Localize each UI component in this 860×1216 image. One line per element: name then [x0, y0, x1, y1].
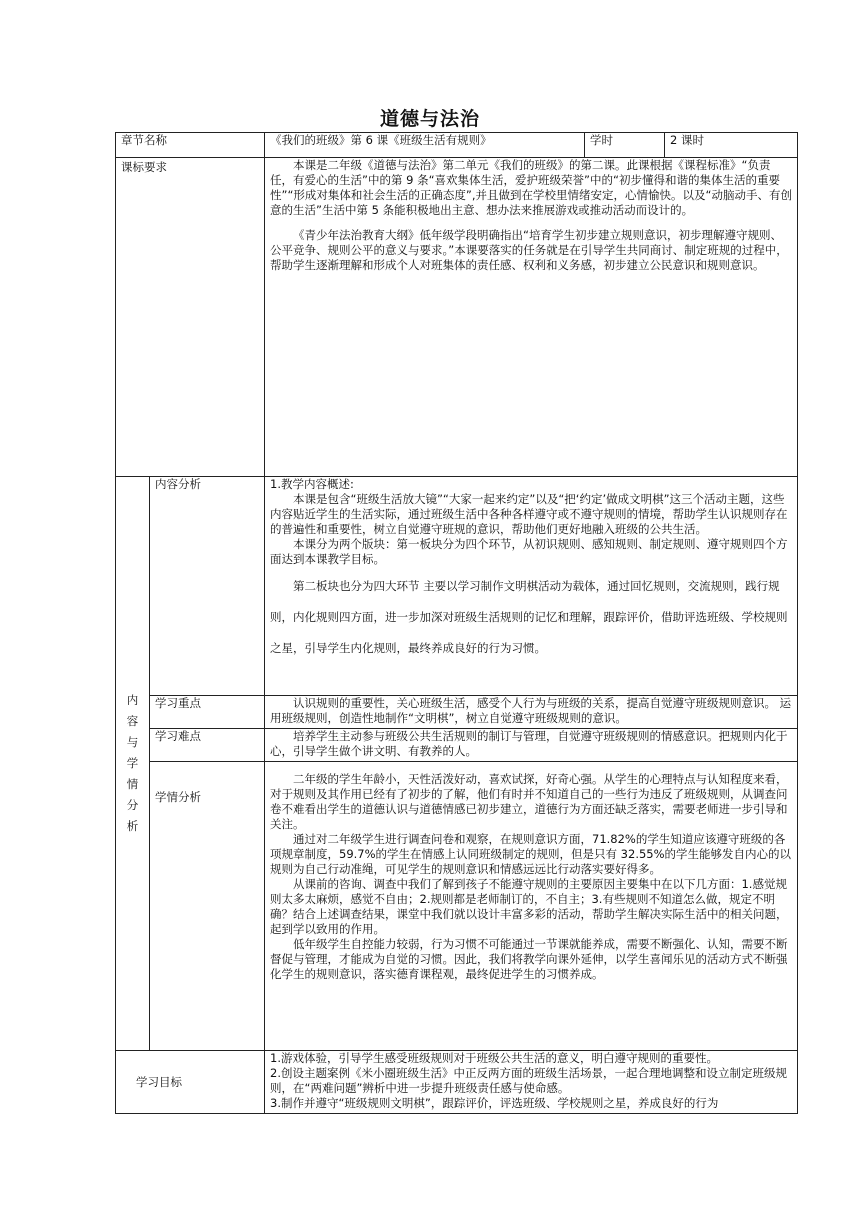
objective-item: 2.创设主题案例《米小圈班级生活》中正反两方面的班级生活场景，一起合理地调整和设立制定班级规则，在“两难问题”辨析中进一步提升班级责任感与使命感。: [270, 1066, 787, 1095]
key-points-row: [116, 696, 798, 729]
content-paragraph: 本课分为两个版块：第一板块分为四个环节，从初识规则、感知规则、制定规则、遵守规则四个方面达到本课教学目标。: [270, 537, 788, 566]
objectives-row: [116, 1051, 798, 1114]
lesson-plan-table: [115, 132, 798, 1114]
page-title: 道德与法治: [379, 108, 480, 130]
student-analysis-label: 学情分析: [150, 762, 265, 1051]
objectives-label: 学习目标: [116, 1051, 265, 1114]
objectives-text: [265, 1051, 798, 1114]
chapter-label: 章节名称: [116, 133, 265, 158]
content-heading: 1.教学内容概述:: [270, 477, 354, 491]
curriculum-row: [116, 158, 798, 477]
difficulties-text: [265, 729, 798, 762]
hours-label: 学时: [585, 133, 665, 158]
group-char: 析: [126, 819, 139, 833]
chapter-value: 《我们的班级》第 6 课《班级生活有规则》: [265, 133, 585, 158]
curriculum-paragraph: 《青少年法治教育大纲》低年级学段明确指出“培育学生初步建立规则意识，初步理解遵守规则、公平竞争、规则公平的意义与要求。”本课要落实的任务就是在引导学生共同商讨、制定班规的过程中，帮助学生逐渐理解和形成个人对班集体的责任感、权利和义务感，初步建立公民意识和规则意识。: [270, 228, 788, 272]
difficulties-paragraph: 培养学生主动参与班级公共生活规则的制订与管理，自觉遵守班级规则的情感意识。把规则内化于心，引导学生做个讲文明、有教养的人。: [270, 729, 788, 758]
key-points-text: [265, 696, 798, 729]
difficulties-label: 学习难点: [150, 729, 265, 762]
content-analysis-text: [265, 477, 798, 696]
objective-item: 1.游戏体验，引导学生感受班级规则对于班级公共生活的意义，明白遵守规则的重要性。: [270, 1051, 718, 1065]
student-analysis-row: [116, 762, 798, 1051]
curriculum-label: 课标要求: [116, 158, 265, 477]
content-paragraph: 第二板块也分为四大环节 主要以学习制作文明棋活动为载体，通过回忆规则，交流规则，践行规则，内化规则四方面，进一步加深对班级生活规则的记忆和理解，跟踪评价，借助评选班级、学校规则之星，引导学生内化规则，最终养成良好的行为习惯。: [270, 579, 788, 655]
curriculum-content: [265, 158, 798, 477]
student-paragraph: 通过对二年级学生进行调查问卷和观察，在规则意识方面，71.82%的学生知道应该遵守班级的各项规章制度，59.7%的学生在情感上认同班级制定的规则，但是只有 32.55%的学生能够发自内心的以规则为自己行动准绳，可见学生的规则意识和情感远远比行动落实要好得多。: [270, 832, 792, 876]
difficulties-row: [116, 729, 798, 762]
group-char: 容: [126, 714, 139, 728]
group-char: 与: [126, 735, 139, 749]
objective-item: 3.制作并遵守“班级规则文明棋”，跟踪评价，评选班级、学校规则之星，养成良好的行为: [270, 1096, 719, 1110]
student-paragraph: 低年级学生自控能力较弱，行为习惯不可能通过一节课就能养成，需要不断强化、认知，需要不断督促与管理，才能成为自觉的习惯。因此，我们将教学向课外延伸，以学生喜闻乐见的活动方式不断强化学生的规则意识，落实德育课程观，最终促进学生的习惯养成。: [270, 937, 788, 981]
key-points-paragraph: 认识规则的重要性，关心班级生活，感受个人行为与班级的关系，提高自觉遵守班级规则意识。 运用班级规则，创造性地制作“文明棋”，树立自觉遵守班级规则的意识。: [270, 696, 792, 725]
hours-value: 2 课时: [665, 133, 798, 158]
student-paragraph: 二年级的学生年龄小，天性活泼好动，喜欢试探，好奇心强。从学生的心理特点与认知程度来看，对于规则及其作用已经有了初步的了解，他们有时并不知道自己的一些行为违反了班级规则，从调查问卷不难看出学生的道德认识与道德情感已初步建立，道德行为方面还缺乏落实，需要老师进一步引导和关注。: [270, 772, 788, 831]
content-paragraph: 本课是包含“班级生活放大镜”“大家一起来约定”以及“把‘约定’做成文明棋”这三个活动主题，这些内容贴近学生的生活实际，通过班级生活中各种各样遵守或不遵守规则的情境，帮助学生认识规则存在的普遍性和重要性，树立自觉遵守班规的意识，帮助他们更好地融入班级的公共生活。: [270, 492, 788, 536]
group-char: 分: [126, 798, 139, 812]
curriculum-paragraph: 本课是二年级《道德与法治》第二单元《我们的班级》的第二课。此课根据《课程标准》“负责任，有爱心的生活”中的第 9 条“喜欢集体生活，爱护班级荣誉”中的“初步懂得和谐的集体生活的重要性”“形成对集体和社会生活的正确态度”,并且做到在学校里情绪安定，心情愉快。以及“动脑动手、有创意的生活”生活中第 5 条能积极地出主意、想办法来推展游戏或推动活动而设计的。: [270, 158, 792, 217]
group-char: 内: [126, 693, 139, 707]
student-analysis-text: [265, 762, 798, 1051]
content-analysis-label: 内容分析: [150, 477, 265, 696]
key-points-label: 学习重点: [150, 696, 265, 729]
student-paragraph: 从课前的咨询、调查中我们了解到孩子不能遵守规则的主要原因主要集中在以下几方面：1.感觉规则太多太麻烦，感觉不自由；2.规则都是老师制订的，不自主；3.有些规则不知道怎么做，规定不明确？结合上述调查结果，课堂中我们就以设计丰富多彩的活动，帮助学生解决实际生活中的相关问题，起到学以致用的作用。: [270, 877, 788, 936]
content-analysis-row: [116, 477, 798, 696]
group-char: 情: [126, 777, 139, 791]
analysis-group-label: [116, 477, 150, 1051]
group-char: 学: [126, 756, 139, 770]
header-row: [116, 133, 798, 158]
